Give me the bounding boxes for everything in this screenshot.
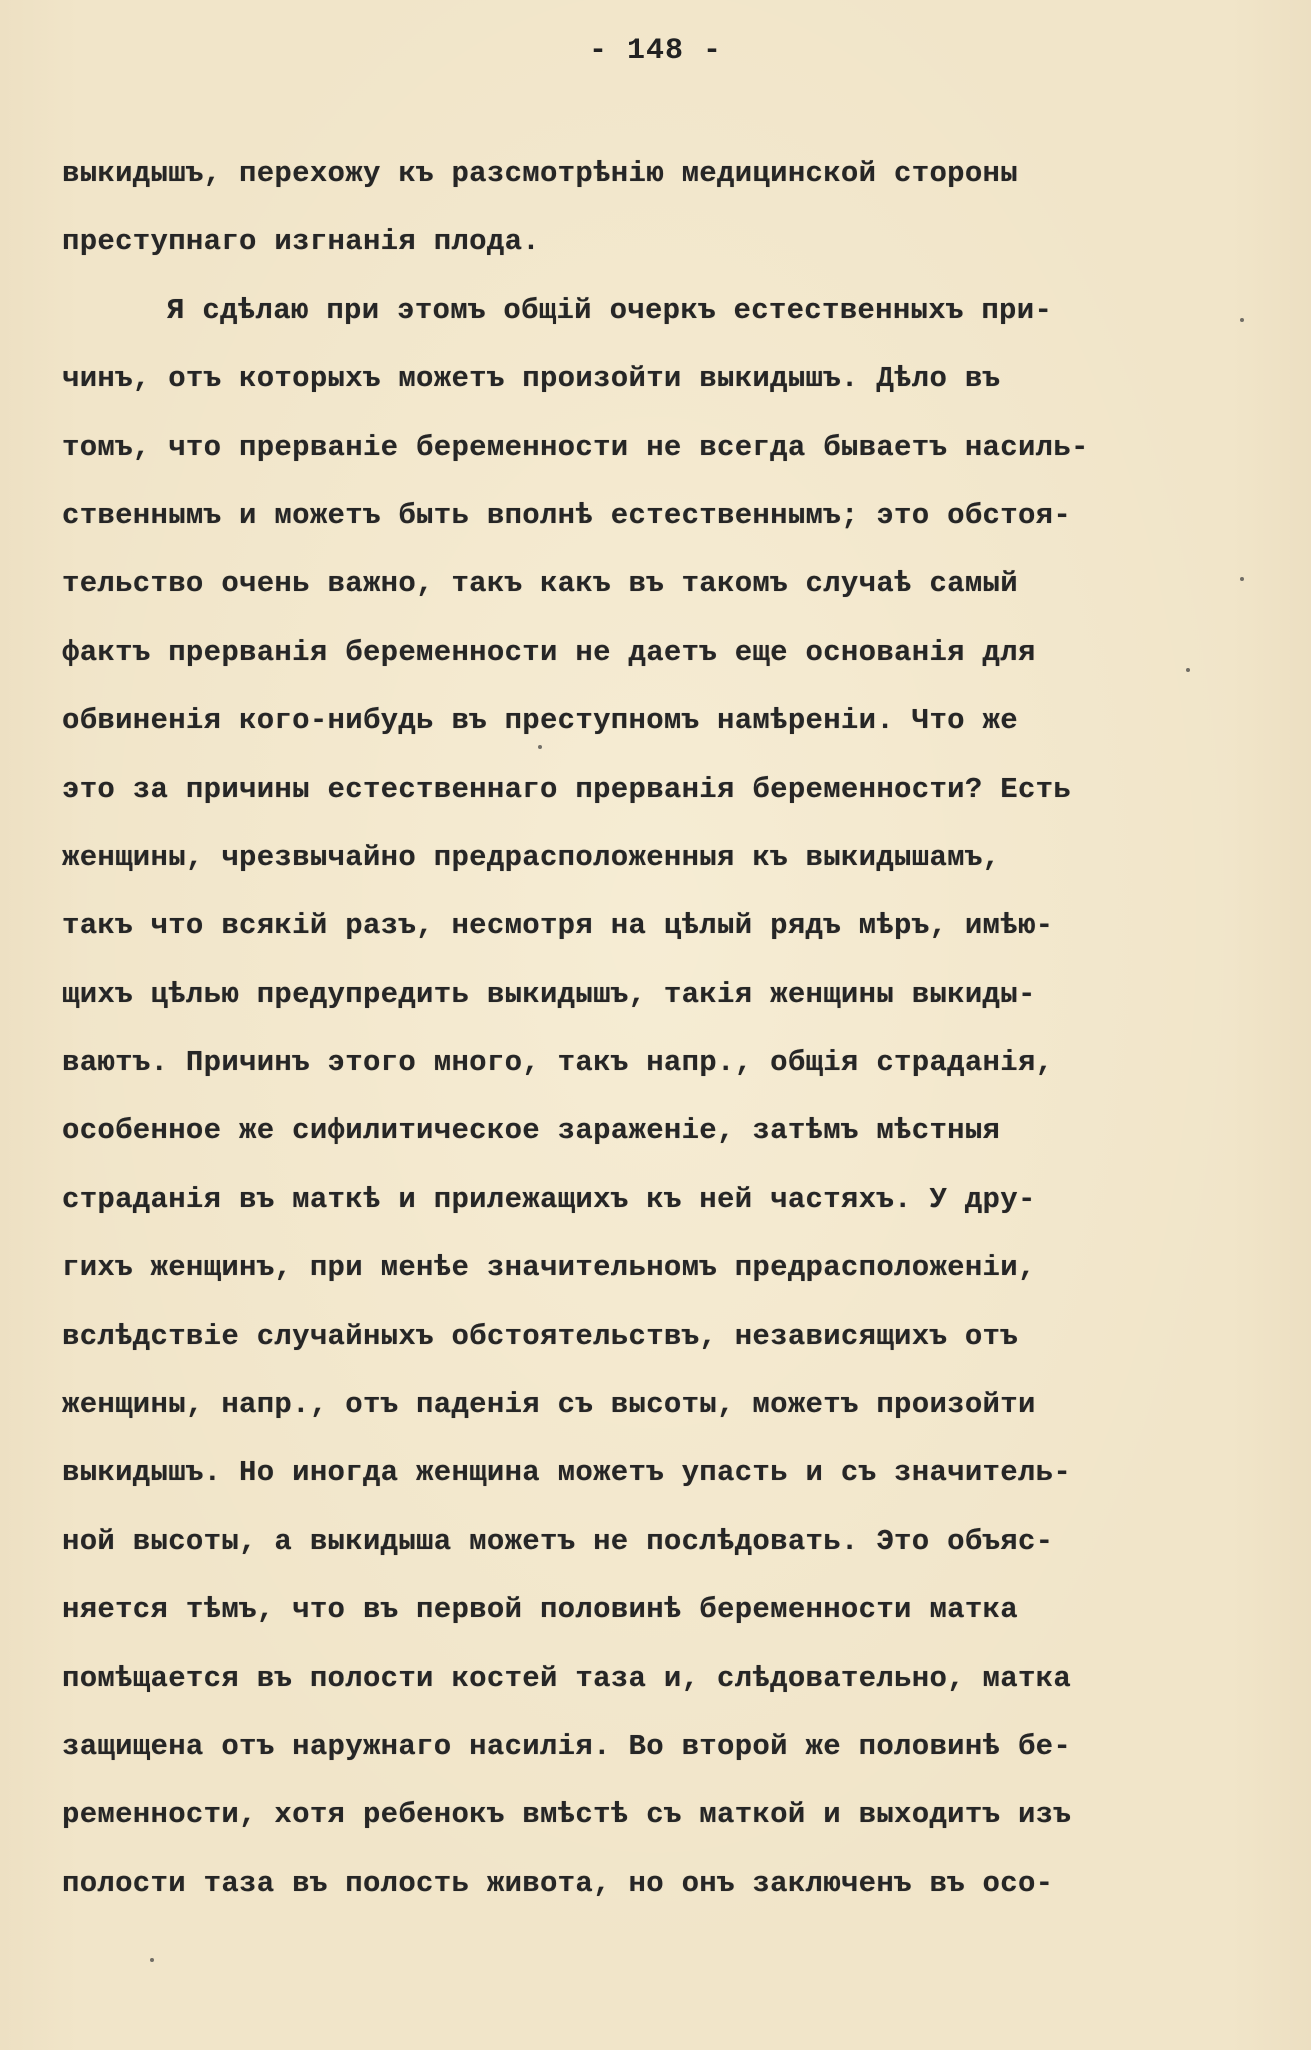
page-number: - 148 - [588, 34, 723, 68]
text-line: женщины, чрезвычайно предрасположенныя къ выкидышамъ, [62, 840, 1001, 874]
text-line: особенное же сифилитическое зараженіе, затѣмъ мѣстныя [62, 1114, 1001, 1148]
text-line: такъ что всякій разъ, несмотря на цѣлый рядъ мѣръ, имѣю- [62, 909, 1054, 943]
text-line: щихъ цѣлью предупредить выкидышъ, такія женщины выкиды- [62, 977, 1036, 1011]
text-line: это за причины естественнаго прерванія беременности? Есть [62, 772, 1072, 806]
ink-speck [1240, 318, 1244, 322]
text-line: страданія въ маткѣ и прилежащихъ къ ней частяхъ. У дру- [62, 1182, 1036, 1216]
paragraph-start-line: Я сдѣлаю при этомъ общій очеркъ естественныхъ при- [167, 293, 1053, 327]
text-line: ственнымъ и можетъ быть вполнѣ естественнымъ; это обстоя- [62, 498, 1072, 532]
text-line: обвиненія кого-нибудь въ преступномъ намѣреніи. Что же [62, 704, 1018, 738]
text-line: чинъ, отъ которыхъ можетъ произойти выкидышъ. Дѣло въ [62, 362, 1001, 396]
ink-speck [538, 745, 542, 749]
text-line: няется тѣмъ, что въ первой половинѣ беременности матка [62, 1593, 1018, 1627]
text-line: помѣщается въ полости костей таза и, слѣдовательно, матка [62, 1661, 1072, 1695]
text-line: выкидышъ. Но иногда женщина можетъ упасть и съ значитель- [62, 1456, 1072, 1490]
text-line: женщины, напр., отъ паденія съ высоты, можетъ произойти [62, 1388, 1036, 1422]
text-line: ременности, хотя ребенокъ вмѣстѣ съ маткой и выходитъ изъ [62, 1798, 1072, 1832]
text-line: вслѣдствіе случайныхъ обстоятельствъ, независящихъ отъ [62, 1319, 1018, 1353]
text-line: томъ, что прерваніе беременности не всегда бываетъ насиль- [62, 430, 1089, 464]
body-text [62, 140, 1282, 1918]
ink-speck [150, 1958, 154, 1962]
text-line: полости таза въ полость живота, но онъ заключенъ въ осо- [62, 1866, 1054, 1900]
text-line: фактъ прерванія беременности не даетъ еще основанія для [62, 635, 1036, 669]
text-line: тельство очень важно, такъ какъ въ такомъ случаѣ самый [62, 567, 1018, 601]
ink-speck [1186, 668, 1190, 672]
text-line: преступнаго изгнанія плода. [62, 225, 540, 259]
text-line: выкидышъ, перехожу къ разсмотрѣнію медицинской стороны [62, 157, 1018, 190]
text-line: гихъ женщинъ, при менѣе значительномъ предрасположеніи, [62, 1251, 1036, 1285]
text-line: ваютъ. Причинъ этого много, такъ напр., общія страданія, [62, 1046, 1054, 1080]
ink-speck [1240, 577, 1244, 581]
text-line: ной высоты, а выкидыша можетъ не послѣдовать. Это объяс- [62, 1524, 1054, 1558]
text-line: защищена отъ наружнаго насилія. Во второй же половинѣ бе- [62, 1729, 1072, 1763]
